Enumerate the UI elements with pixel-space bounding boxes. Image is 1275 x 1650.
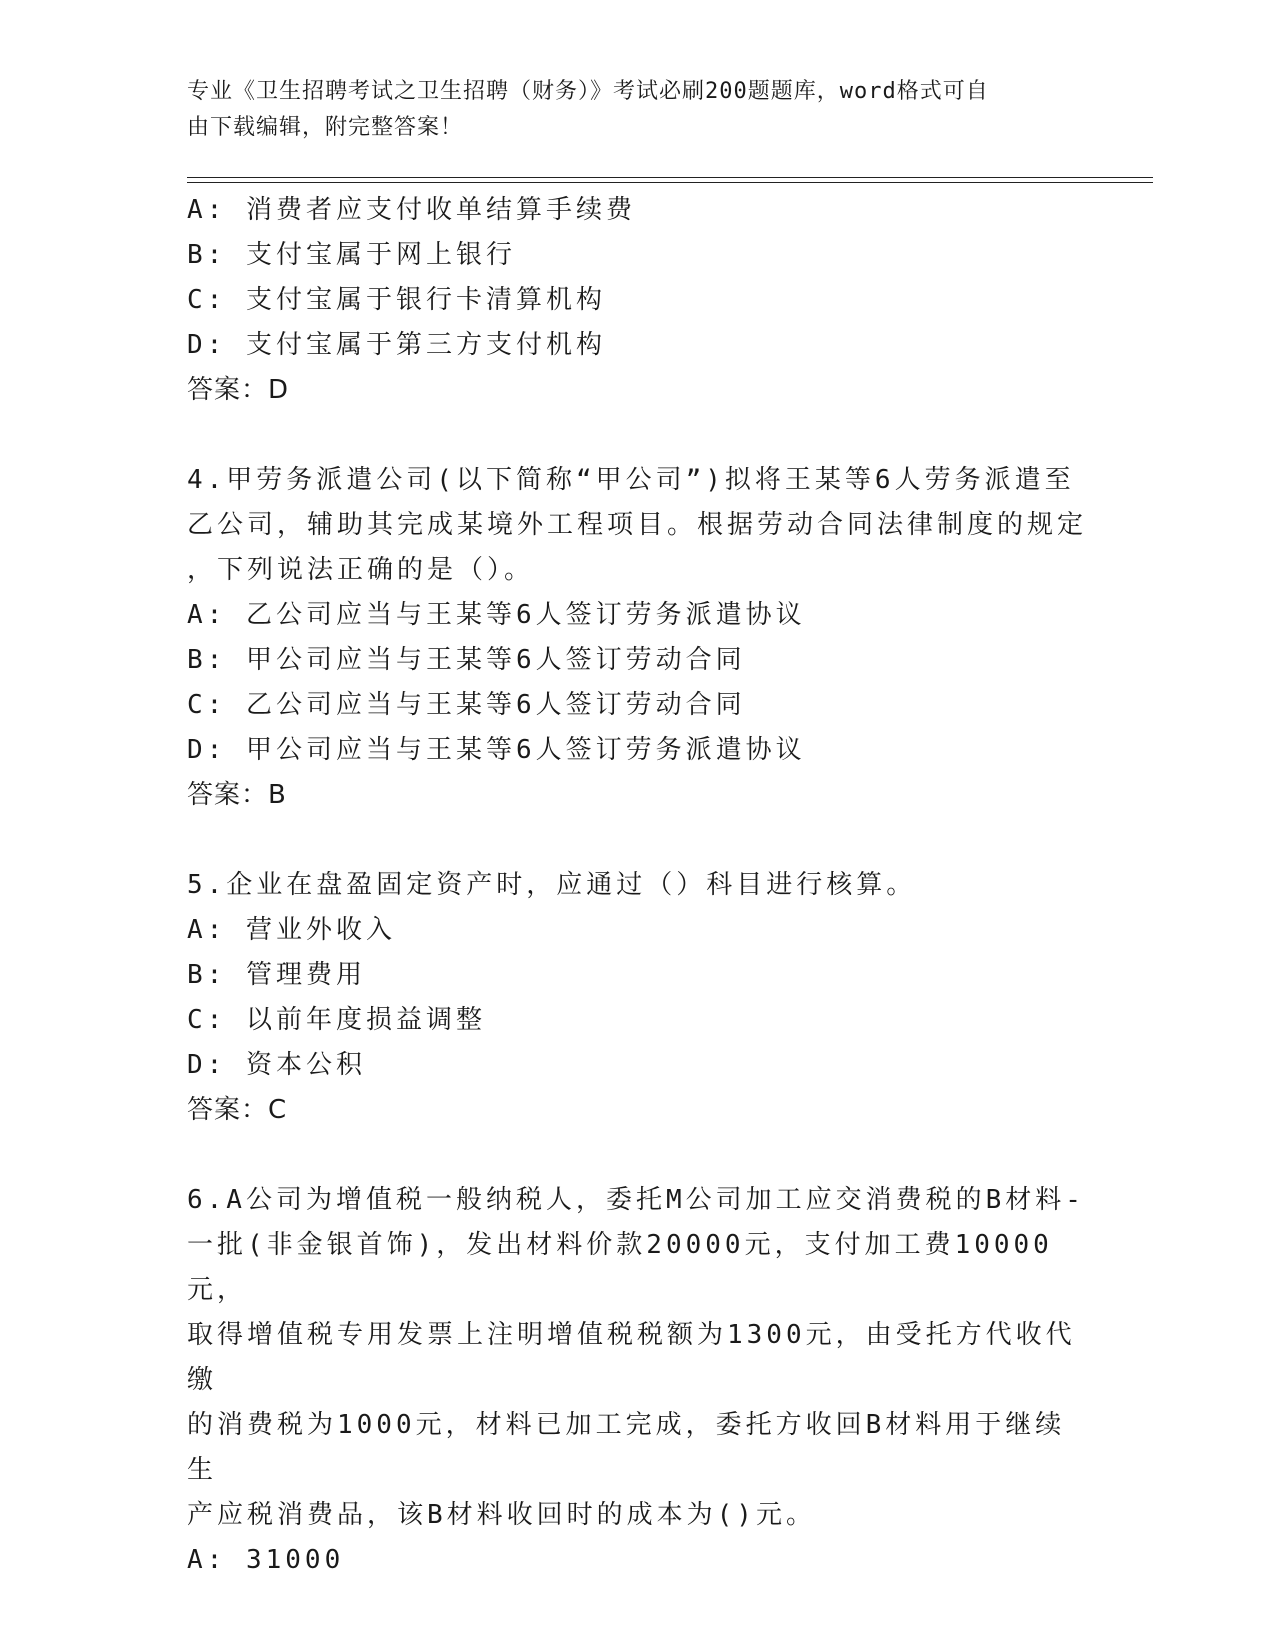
option-a: A: 31000 bbox=[187, 1545, 345, 1575]
spacer bbox=[187, 413, 1087, 458]
option-b: B: 支付宝属于网上银行 bbox=[187, 240, 516, 270]
header-divider-bottom bbox=[187, 182, 1153, 183]
answer-label: 答案：D bbox=[187, 375, 290, 405]
question-6 bbox=[187, 1178, 1087, 1583]
question-stem-line: 5.企业在盘盈固定资产时，应通过（）科目进行核算。 bbox=[187, 870, 917, 900]
option-d: D: 支付宝属于第三方支付机构 bbox=[187, 330, 606, 360]
answer-label: 答案：C bbox=[187, 1095, 288, 1125]
spacer bbox=[187, 818, 1087, 863]
option-d: D: 资本公积 bbox=[187, 1050, 366, 1080]
question-stem-line: 取得增值税专用发票上注明增值税税额为1300元，由受托方代收代缴 bbox=[187, 1320, 1076, 1395]
question-3 bbox=[187, 188, 1087, 413]
document-body bbox=[187, 188, 1087, 1583]
header-line-1: 专业《卫生招聘考试之卫生招聘（财务）》考试必刷200题题库，word格式可自 bbox=[187, 79, 989, 104]
option-c: C: 乙公司应当与王某等6人签订劳动合同 bbox=[187, 690, 746, 720]
question-stem-line: 产应税消费品，该B材料收回时的成本为()元。 bbox=[187, 1500, 816, 1530]
option-c: C: 支付宝属于银行卡清算机构 bbox=[187, 285, 606, 315]
question-stem-line: 乙公司，辅助其完成某境外工程项目。根据劳动合同法律制度的规定 bbox=[187, 510, 1088, 540]
spacer bbox=[187, 1133, 1087, 1178]
document-header bbox=[187, 74, 1067, 146]
option-a: A: 消费者应支付收单结算手续费 bbox=[187, 195, 636, 225]
option-a: A: 乙公司应当与王某等6人签订劳务派遣协议 bbox=[187, 600, 806, 630]
question-stem-line: 的消费税为1000元，材料已加工完成，委托方收回B材料用于继续生 bbox=[187, 1410, 1066, 1485]
question-5 bbox=[187, 863, 1087, 1133]
header-divider-top bbox=[187, 177, 1153, 178]
answer-label: 答案：B bbox=[187, 780, 287, 810]
option-d: D: 甲公司应当与王某等6人签订劳务派遣协议 bbox=[187, 735, 806, 765]
question-stem-line: 4.甲劳务派遣公司(以下简称“甲公司”)拟将王某等6人劳务派遣至 bbox=[187, 465, 1075, 495]
option-a: A: 营业外收入 bbox=[187, 915, 396, 945]
question-4 bbox=[187, 458, 1087, 818]
header-line-2: 由下载编辑，附完整答案！ bbox=[187, 115, 464, 140]
option-b: B: 管理费用 bbox=[187, 960, 366, 990]
option-c: C: 以前年度损益调整 bbox=[187, 1005, 486, 1035]
option-b: B: 甲公司应当与王某等6人签订劳动合同 bbox=[187, 645, 746, 675]
question-stem-line: ，下列说法正确的是（）。 bbox=[187, 555, 535, 585]
question-stem-line: 一批(非金银首饰)，发出材料价款20000元，支付加工费10000元， bbox=[187, 1230, 1053, 1305]
question-stem-line: 6.A公司为增值税一般纳税人，委托M公司加工应交消费税的B材料- bbox=[187, 1185, 1085, 1215]
